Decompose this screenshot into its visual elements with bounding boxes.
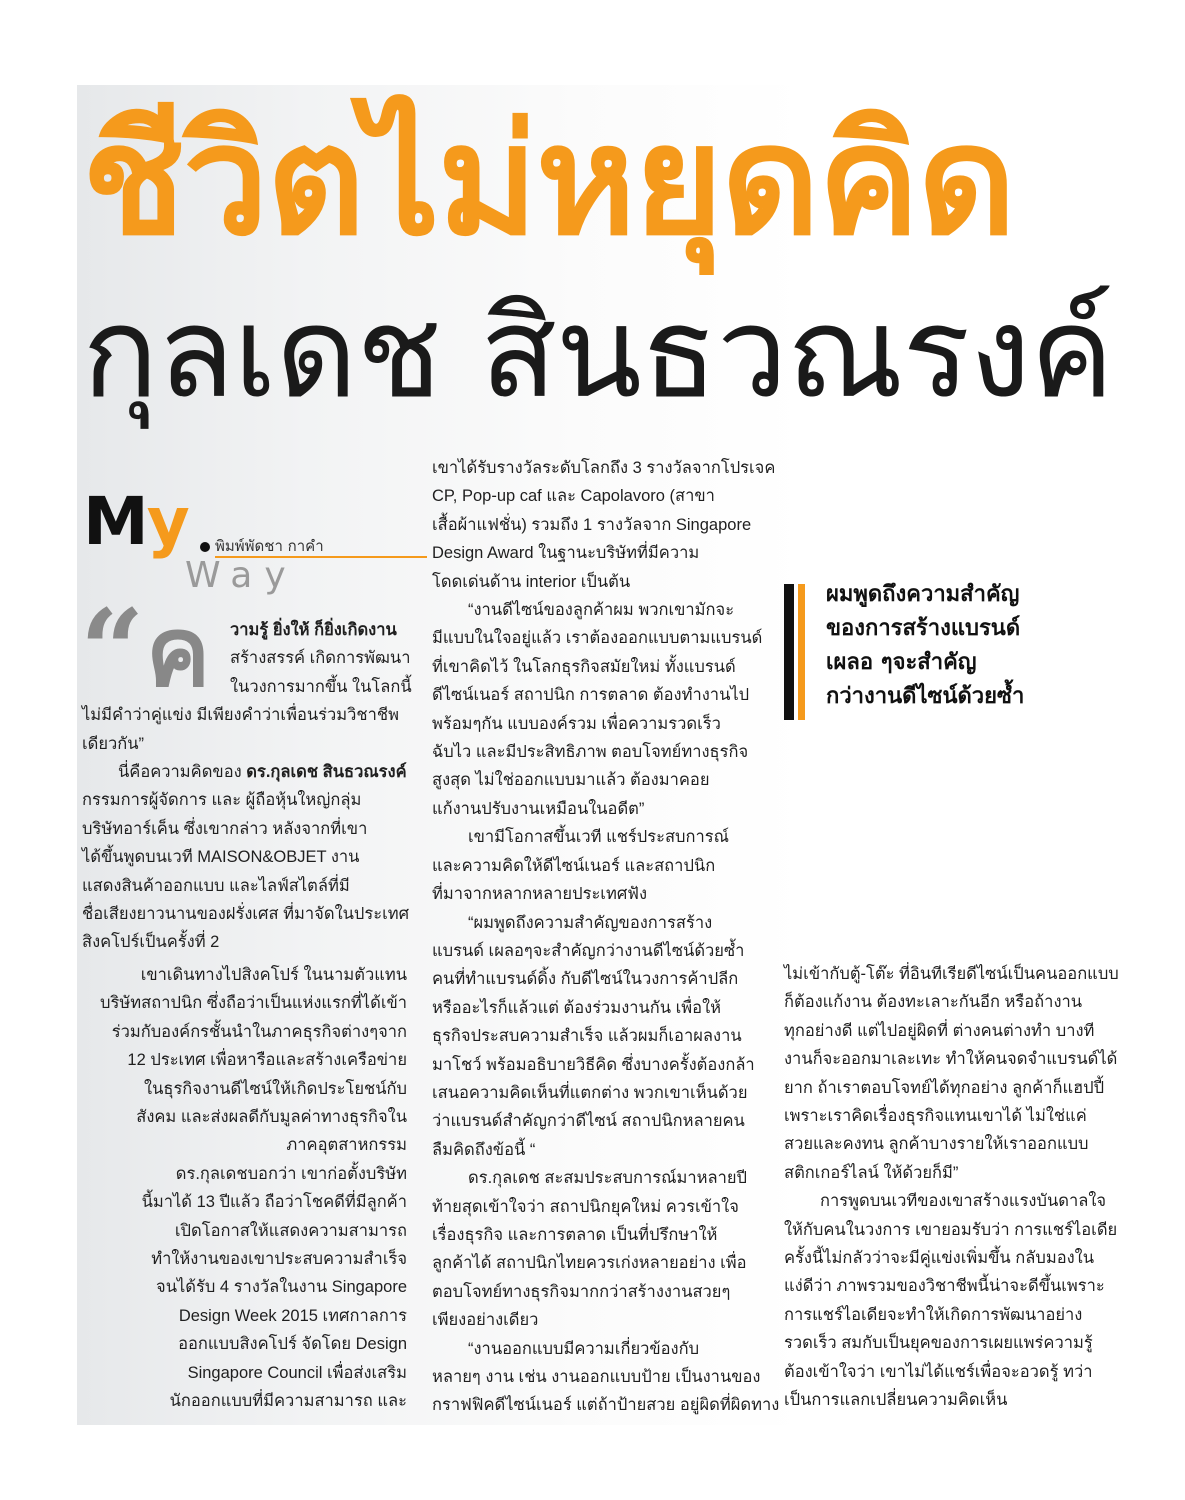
headline-line-2: กุลเดช สินธวณรงค์: [82, 279, 1114, 426]
body-line: คนที่ทำแบรนด์ดิ้ง กับดีไซน์ในวงการค้าปลีก: [432, 970, 739, 989]
body-line: 12 ประเทศ เพื่อหารือและสร้างเครือข่าย: [127, 1051, 407, 1070]
body-line: ดร.กุลเดชบอกว่า เขาก่อตั้งบริษัท: [175, 1164, 407, 1183]
body-line: ที่มาจากหลากหลายประเทศฟัง: [432, 885, 648, 904]
pull-quote-line: ของการสร้างแบรนด์: [826, 616, 1021, 641]
body-line: ในวงการมากขึ้น ในโลกนี้: [230, 677, 412, 696]
body-line: ภาคอุตสาหกรรม: [286, 1136, 407, 1155]
body-line: จนได้รับ 4 รางวัลในงาน Singapore: [156, 1278, 407, 1297]
body-line: Singapore Council เพื่อส่งเสริม: [187, 1363, 407, 1382]
body-line: แบรนด์ เผลอๆจะสำคัญกว่างานดีไซน์ด้วยซ้ำ: [432, 941, 745, 960]
body-line: ดร.กุลเดช สะสมประสบการณ์มาหลายปี: [468, 1169, 747, 1188]
body-line: สูงสุด ไม่ใช่ออกแบบมาแล้ว ต้องมาคอย: [432, 771, 710, 790]
body-line: แก้งานปรับงานเหมือนในอดีต”: [432, 799, 645, 818]
body-line: เขามีโอกาสขึ้นเวที แชร์ประสบการณ์: [468, 828, 729, 847]
body-line: ว่าแบรนด์สำคัญกว่าดีไซน์ สถาปนิกหลายคน: [432, 1112, 745, 1131]
headline-line-1: ชีวิตไม่หยุดคิด: [82, 92, 1015, 269]
body-line: เพียงอย่างเดียว: [432, 1311, 539, 1330]
body-line: เสนอความคิดเห็นที่แตกต่าง พวกเขาเห็นด้วย: [432, 1083, 748, 1102]
body-line: หลายๆ งาน เช่น งานออกแบบป้าย เป็นงานของ: [432, 1368, 761, 1386]
body-line: นี้มาได้ 13 ปีแล้ว ถือว่าโชคดีที่มีลูกค้า: [141, 1193, 407, 1212]
body-line: แง่ดีว่า ภาพรวมของวิชาชีพนี้น่าจะดีขึ้นเพราะ: [784, 1277, 1105, 1296]
body-line: การแชร์ไอเดียจะทำให้เกิดการพัฒนาอย่าง: [784, 1305, 1083, 1324]
body-line: ชื่อเสียงยาวนานของฝรั่งเศส ที่มาจัดในประเทศ: [82, 905, 410, 924]
body-line: ก็ต้องแก้งาน ต้องทะเลาะกันอีก หรือถ้างาน: [784, 993, 1083, 1012]
body-line: ไม่เข้ากับตู้-โต๊ะ ที่อินทีเรียดีไซน์เป็นคนออกแบบ: [784, 965, 1119, 983]
body-line: เรื่องธุรกิจ และการตลาด เป็นที่ปรึกษาให้: [432, 1225, 718, 1244]
body-line: กรรมการผู้จัดการ และ ผู้ถือหุ้นใหญ่กลุ่ม: [82, 791, 362, 810]
byline: พิมพ์พัดชา กาคำ: [215, 537, 324, 555]
body-line: รวดเร็ว สมกับเป็นยุคของการเผยแพร่ความรู้: [784, 1334, 1093, 1353]
body-line: บริษัทสถาปนิก ซึ่งถือว่าเป็นแห่งแรกที่ได้เข้า: [100, 994, 407, 1013]
body-line: การพูดบนเวทีของเขาสร้างแรงบันดาลใจ: [820, 1192, 1107, 1211]
body-line: Design Award ในฐานะบริษัทที่มีความ: [432, 544, 700, 563]
body-line: นักออกแบบที่มีความสามารถ และ: [169, 1392, 407, 1411]
body-line: มาโชว์ พร้อมอธิบายวิธีคิด ซึ่งบางครั้งต้องกล้า: [432, 1055, 755, 1074]
person-name: ดร.กุลเดช สินธวณรงค์: [246, 763, 407, 782]
body-line: เสื้อผ้าแฟชั่น) รวมถึง 1 รางวัลจาก Singapore: [432, 515, 752, 534]
column-tag-my: [83, 482, 188, 562]
pull-quote-line: ผมพูดถึงความสำคัญ: [826, 582, 1020, 607]
body-line: สิงคโปร์เป็นครั้งที่ 2: [82, 933, 220, 952]
body-line: ต้องเข้าใจว่า เขาไม่ได้แชร์เพื่อจะอวดรู้ ทว่า: [784, 1362, 1093, 1381]
body-line: ทุกอย่างดี แต่ไปอยู่ผิดที่ ต่างคนต่างทำ บางที: [784, 1021, 1095, 1040]
body-line: ครั้งนี้ไม่กลัวว่าจะมีคู่แข่งเพิ่มขึ้น กลับมองใน: [784, 1249, 1095, 1268]
body-line: “งานออกแบบมีความเกี่ยวข้องกับ: [468, 1339, 700, 1358]
body-line: กราฟฟิคดีไซน์เนอร์ แต่ถ้าป้ายสวย อยู่ผิดที่ผิดทาง: [432, 1396, 780, 1415]
body-line: วามรู้ ยิ่งให้ ก็ยิ่งเกิดงาน: [230, 621, 397, 639]
body-line: “งานดีไซน์ของลูกค้าผม พวกเขามักจะ: [468, 601, 735, 620]
body-line: CP, Pop-up caf และ Capolavoro (สาขา: [432, 487, 715, 506]
body-line: เดียวกัน”: [82, 734, 145, 753]
body-line: สวยและคงทน ลูกค้าบางรายให้เราออกแบบ: [784, 1135, 1089, 1154]
body-line: ร่วมกับองค์กรชั้นนำในภาคธุรกิจต่างๆจาก: [111, 1022, 407, 1041]
body-line: ที่เขาคิดไว้ ในโลกธุรกิจสมัยใหม่ ทั้งแบรนด์: [432, 657, 736, 676]
column-1-bottom: [82, 961, 407, 1416]
column-tag-my-text: My: [83, 483, 188, 560]
drop-cap: ค: [146, 596, 211, 708]
column-tag-my-accent-letter: y: [146, 483, 188, 560]
column-1-top: [82, 616, 412, 957]
body-line: ธุรกิจประสบความสำเร็จ แล้วผมก็เอาผลงาน: [432, 1027, 742, 1046]
body-line: บริษัทอาร์เค็น ซึ่งเขากล่าว หลังจากที่เขา: [82, 819, 368, 838]
body-line: โดดเด่นด้าน interior เป็นต้น: [432, 572, 631, 591]
body-line: สังคม และส่งผลดีกับมูลค่าทางธุรกิจใน: [136, 1108, 407, 1127]
bullet-dot: [200, 542, 210, 552]
body-text: นี่คือความคิดของ: [118, 763, 242, 782]
body-line: เปิดโอกาสให้แสดงความสามารถ: [174, 1221, 407, 1240]
column-3: [784, 960, 1119, 1415]
column-tag-way: Way: [185, 555, 298, 596]
body-line: พร้อมๆกัน แบบองค์รวม เพื่อความรวดเร็ว: [432, 714, 721, 733]
body-line: เขาได้รับรางวัลระดับโลกถึง 3 รางวัลจากโปรเจค: [432, 459, 776, 477]
body-line: Design Week 2015 เทศกาลการ: [178, 1306, 407, 1325]
body-line: “ผมพูดถึงความสำคัญของการสร้าง: [468, 913, 713, 932]
body-line: [82, 758, 407, 786]
body-line: ท้ายสุดเข้าใจว่า สถาปนิกยุคใหม่ ควรเข้าใจ: [432, 1197, 739, 1216]
body-line: ในธุรกิจงานดีไซน์ให้เกิดประโยชน์กับ: [144, 1079, 407, 1098]
body-line: มีแบบในใจอยู่แล้ว เราต้องออกแบบตามแบรนด์: [432, 629, 763, 648]
body-line: ออกแบบสิงคโปร์ จัดโดย Design: [178, 1335, 407, 1354]
pull-quote-text: [826, 578, 1116, 714]
pull-quote-line: เผลอ ๆจะสำคัญ: [826, 650, 977, 675]
body-line: ไม่มีคำว่าคู่แข่ง มีเพียงคำว่าเพื่อนร่วมวิชาชีพ: [82, 706, 399, 725]
body-line: ฉับไว และมีประสิทธิภาพ ตอบโจทย์ทางธุรกิจ: [432, 743, 749, 762]
column-2: [432, 454, 780, 1420]
pull-quote-bar-dark: [784, 584, 794, 720]
column-tag: [83, 483, 363, 600]
pull-quote-bar-accent: [798, 584, 805, 720]
body-line: หรืออะไรก็แล้วแต่ ต้องร่วมงานกัน เพื่อให้: [432, 998, 722, 1017]
body-line: สติกเกอร์ไลน์ ให้ด้วยก็มี”: [784, 1163, 959, 1182]
body-line: สร้างสรรค์ เกิดการพัฒนา: [230, 649, 411, 668]
body-line: และความคิดให้ดีไซน์เนอร์ และสถาปนิก: [432, 856, 716, 875]
body-line: ลืมคิดถึงข้อนี้ “: [432, 1140, 536, 1159]
body-line: ลูกค้าได้ สถาปนิกไทยควรเก่งหลายอย่าง เพื่อ: [432, 1254, 747, 1273]
body-line: ทำให้งานของเขาประสบความสำเร็จ: [151, 1250, 407, 1269]
body-line: ยาก ถ้าเราตอบโจทย์ได้ทุกอย่าง ลูกค้าก็แฮปปี้: [784, 1078, 1105, 1097]
body-line: ให้กับคนในวงการ เขายอมรับว่า การแชร์ไอเดีย: [784, 1220, 1118, 1239]
body-line: ตอบโจทย์ทางธุรกิจมากกว่าสร้างงานสวยๆ: [432, 1282, 731, 1301]
body-line: งานก็จะออกมาเละเทะ ทำให้คนจดจำแบรนด์ได้: [784, 1050, 1118, 1069]
body-line: เป็นการแลกเปลี่ยนความคิดเห็น: [784, 1391, 1008, 1410]
body-line: ได้ขึ้นพูดบนเวที MAISON&OBJET งาน: [82, 848, 360, 867]
body-line: เขาเดินทางไปสิงคโปร์ ในนามตัวแทน: [140, 966, 407, 984]
pull-quote-line: กว่างานดีไซน์ด้วยซ้ำ: [826, 684, 1025, 709]
body-line: ดีไซน์เนอร์ สถาปนิก การตลาด ต้องทำงานไป: [432, 686, 750, 705]
body-line: แสดงสินค้าออกแบบ และไลฟ์สไตล์ที่มี: [82, 876, 350, 895]
body-line: เพราะเราคิดเรื่องธุรกิจแทนเขาได้ ไม่ใช่แค่: [784, 1107, 1087, 1126]
opening-quote-mark: “: [80, 586, 145, 717]
